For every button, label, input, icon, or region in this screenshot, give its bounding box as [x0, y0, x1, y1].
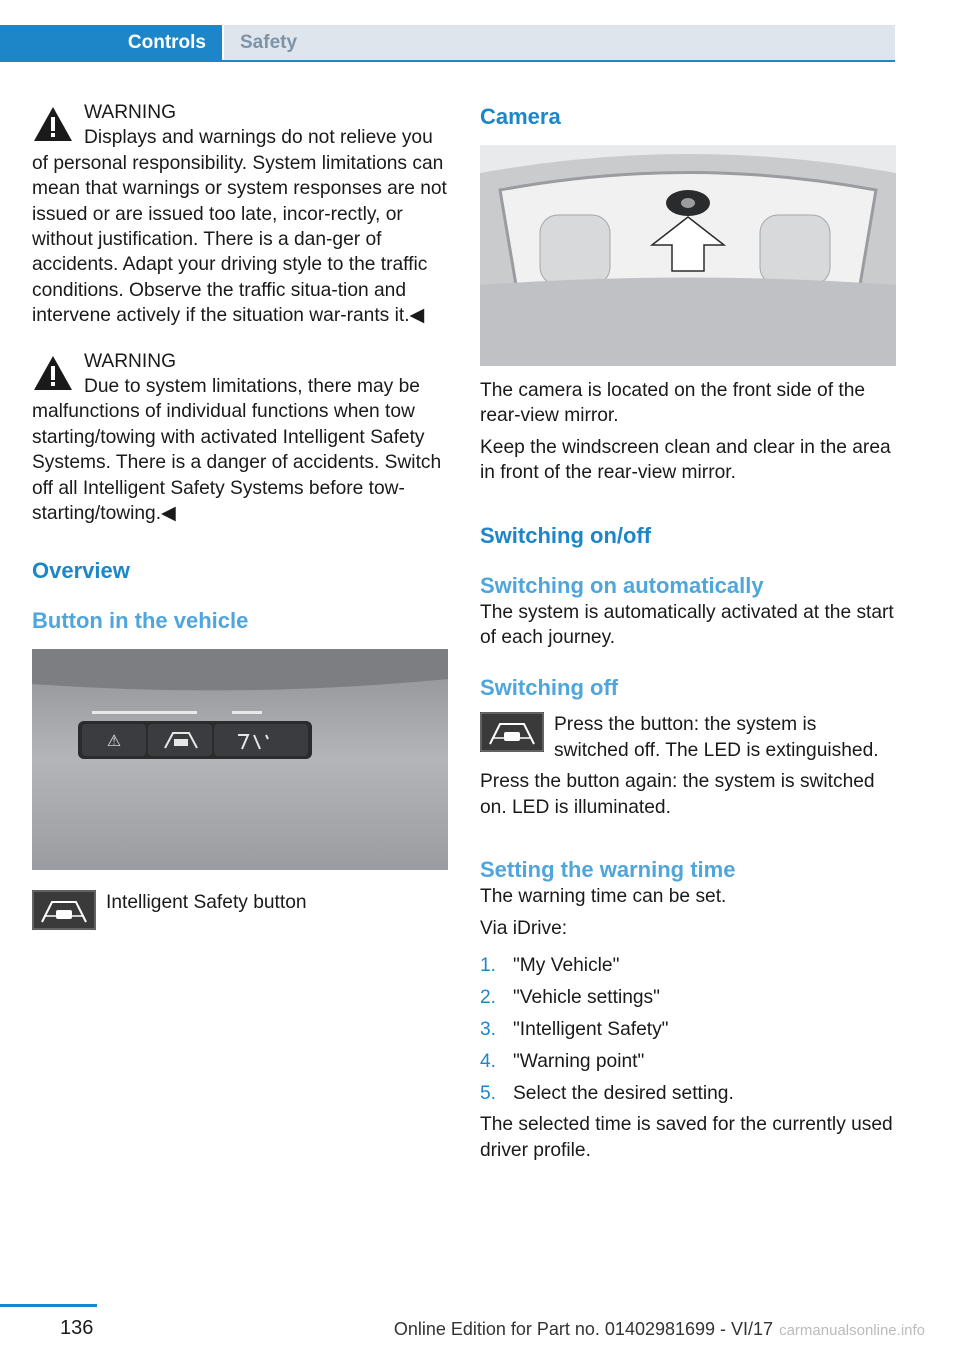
steps-list	[480, 953, 896, 1106]
button-heading: Button in the vehicle	[32, 607, 249, 633]
warning-title: WARNING	[84, 350, 177, 372]
intelligent-safety-icon	[32, 890, 96, 930]
again-text: Press the button again: the system is switched on. LED is illuminated.	[480, 771, 875, 818]
left-column	[32, 100, 448, 930]
off-heading: Switching off	[480, 675, 619, 701]
warning-triangle-icon	[32, 353, 74, 393]
warning-block-2	[32, 349, 448, 527]
page-header	[0, 25, 895, 62]
camera-paragraph-1: The camera is located on the front side of the rear-view mirror.	[480, 380, 866, 427]
via-idrive: Via iDrive:	[480, 918, 568, 940]
warning-text: Displays and warnings do not relieve you of personal responsibility. System limitations can mean that warnings or system responses are not issued or are issued too late, incor-rectly, or without justification. There is a dan-ger of accidents. Adapt your driving style to the traffic conditions. Observe the traffic situa-tion and intervene actively if the situation war-rants it.◀	[32, 127, 447, 327]
warning-block-1	[32, 100, 448, 329]
off-row	[480, 712, 896, 763]
button-panel-photo	[32, 649, 448, 870]
saved-text: The selected time is saved for the currently used driver profile.	[480, 1114, 893, 1161]
right-column	[480, 100, 896, 1163]
list-item: 4. "Warning point"	[480, 1050, 645, 1072]
auto-text: The system is automatically activated at the start of each journey.	[480, 601, 894, 649]
button-caption-row	[32, 890, 448, 930]
warning-time-text: The warning time can be set.	[480, 886, 727, 908]
list-item: 1. "My Vehicle"	[480, 954, 620, 976]
camera-heading: Camera	[480, 104, 561, 129]
warning-time-heading: Setting the warning time	[480, 857, 736, 883]
svg-text:⚠: ⚠	[106, 730, 122, 750]
auto-heading: Switching on automatically	[480, 572, 764, 598]
edition-label: Online Edition for Part no. 01402981699 - VI/17 carmanualsonline.info	[393, 1319, 925, 1339]
warning-text: Due to system limitations, there may be malfunctions of individual functions when tow starting/towing with activated Intelligent Safety Systems. There is a danger of accidents. Switch off all Intelligent Safety Systems before tow-starting/towing.◀	[32, 376, 442, 525]
intelligent-safety-icon	[480, 712, 544, 752]
tab-controls[interactable]: Controls	[0, 25, 222, 60]
list-item: 3. "Intelligent Safety"	[480, 1018, 669, 1040]
watermark: carmanualsonline.info	[779, 1322, 925, 1339]
button-caption: Intelligent Safety button	[106, 891, 307, 913]
tab-safety[interactable]: Safety	[224, 25, 895, 60]
warning-title: WARNING	[84, 102, 177, 123]
camera-paragraph-2: Keep the windscreen clean and clear in the area in front of the rear-view mirror.	[480, 436, 891, 484]
warning-triangle-icon	[32, 104, 74, 144]
list-item: 2. "Vehicle settings"	[480, 986, 660, 1008]
switching-heading: Switching on/off	[480, 522, 652, 548]
footer-rule	[0, 1304, 97, 1307]
page-number: 136	[60, 1317, 94, 1339]
overview-heading: Overview	[32, 557, 130, 583]
camera-location-photo	[480, 145, 896, 366]
list-item: 5. Select the desired setting.	[480, 1082, 734, 1104]
off-text: Press the button: the system is switched off. The LED is extinguished.	[554, 714, 879, 761]
header-rule	[0, 60, 895, 62]
